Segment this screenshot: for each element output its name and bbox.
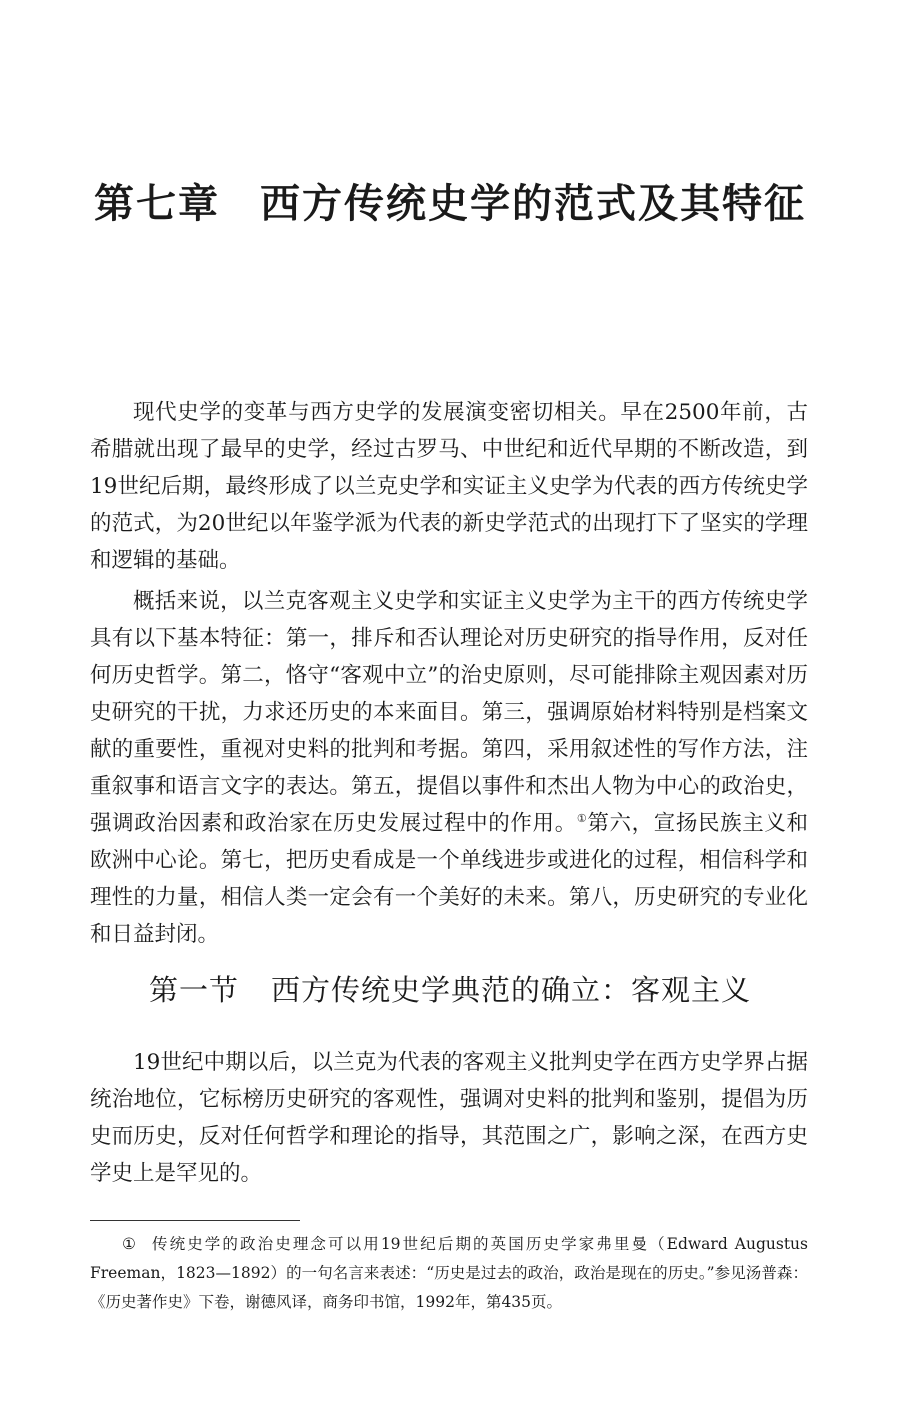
- footnote-mark: ①: [122, 1235, 138, 1253]
- section-heading: 西方传统史学典范的确立：客观主义: [271, 973, 752, 1007]
- footnote-text: 传统史学的政治史理念可以用19世纪后期的英国历史学家弗里曼（Edward Augustus Freeman，1823—1892）的一句名言来表述：“历史是过去的政治，政治是现在的历史。”参见汤普森：《历史著作史》下卷，谢德风译，商务印书馆，1992年，第435页。: [90, 1235, 808, 1311]
- intro-paragraph-2-text: 概括来说，以兰克客观主义史学和实证主义史学为主干的西方传统史学具有以下基本特征：第一，排斥和否认理论对历史研究的指导作用，反对任何历史哲学。第二，恪守“客观中立”的治史原则，尽可能排除主观因素对历史研究的干扰，力求还历史的本来面目。第三，强调原始材料特别是档案文献的重要性，重视对史料的批判和考据。第四，采用叙述性的写作方法，注重叙事和语言文字的表达。第五，提倡以事件和杰出人物为中心的政治史，强调政治因素和政治家在历史发展过程中的作用。: [90, 589, 808, 836]
- intro-paragraph-2-continued: 第六，宣扬民族主义和欧洲中心论。第七，把历史看成是一个单线进步或进化的过程，相信科学和理性的力量，相信人类一定会有一个美好的未来。第八，历史研究的专业化和日益封闭。: [90, 811, 808, 947]
- footnote-divider: [90, 1220, 300, 1221]
- intro-paragraph-2: [90, 583, 808, 953]
- footnote-reference: ①: [576, 811, 588, 825]
- intro-paragraph-1: 现代史学的变革与西方史学的发展演变密切相关。早在2500年前，古希腊就出现了最早的史学，经过古罗马、中世纪和近代早期的不断改造，到19世纪后期，最终形成了以兰克史学和实证主义史学为代表的西方传统史学的范式，为20世纪以年鉴学派为代表的新史学范式的出现打下了坚实的学理和逻辑的基础。: [90, 400, 808, 573]
- chapter-number: 第七章: [94, 181, 220, 227]
- chapter-heading: 西方传统史学的范式及其特征: [260, 181, 806, 227]
- footnote: [90, 1230, 808, 1317]
- section-paragraph: 19世纪中期以后，以兰克为代表的客观主义批判史学在西方史学界占据统治地位，它标榜历史研究的客观性，强调对史料的批判和鉴别，提倡为历史而历史，反对任何哲学和理论的指导，其范围之广，影响之深，在西方史学史上是罕见的。: [90, 1050, 808, 1186]
- section-title: [0, 968, 900, 1009]
- chapter-title: [0, 172, 900, 229]
- section-number: 第一节: [148, 973, 239, 1007]
- section-text: [90, 1044, 808, 1192]
- intro-text: [90, 394, 808, 953]
